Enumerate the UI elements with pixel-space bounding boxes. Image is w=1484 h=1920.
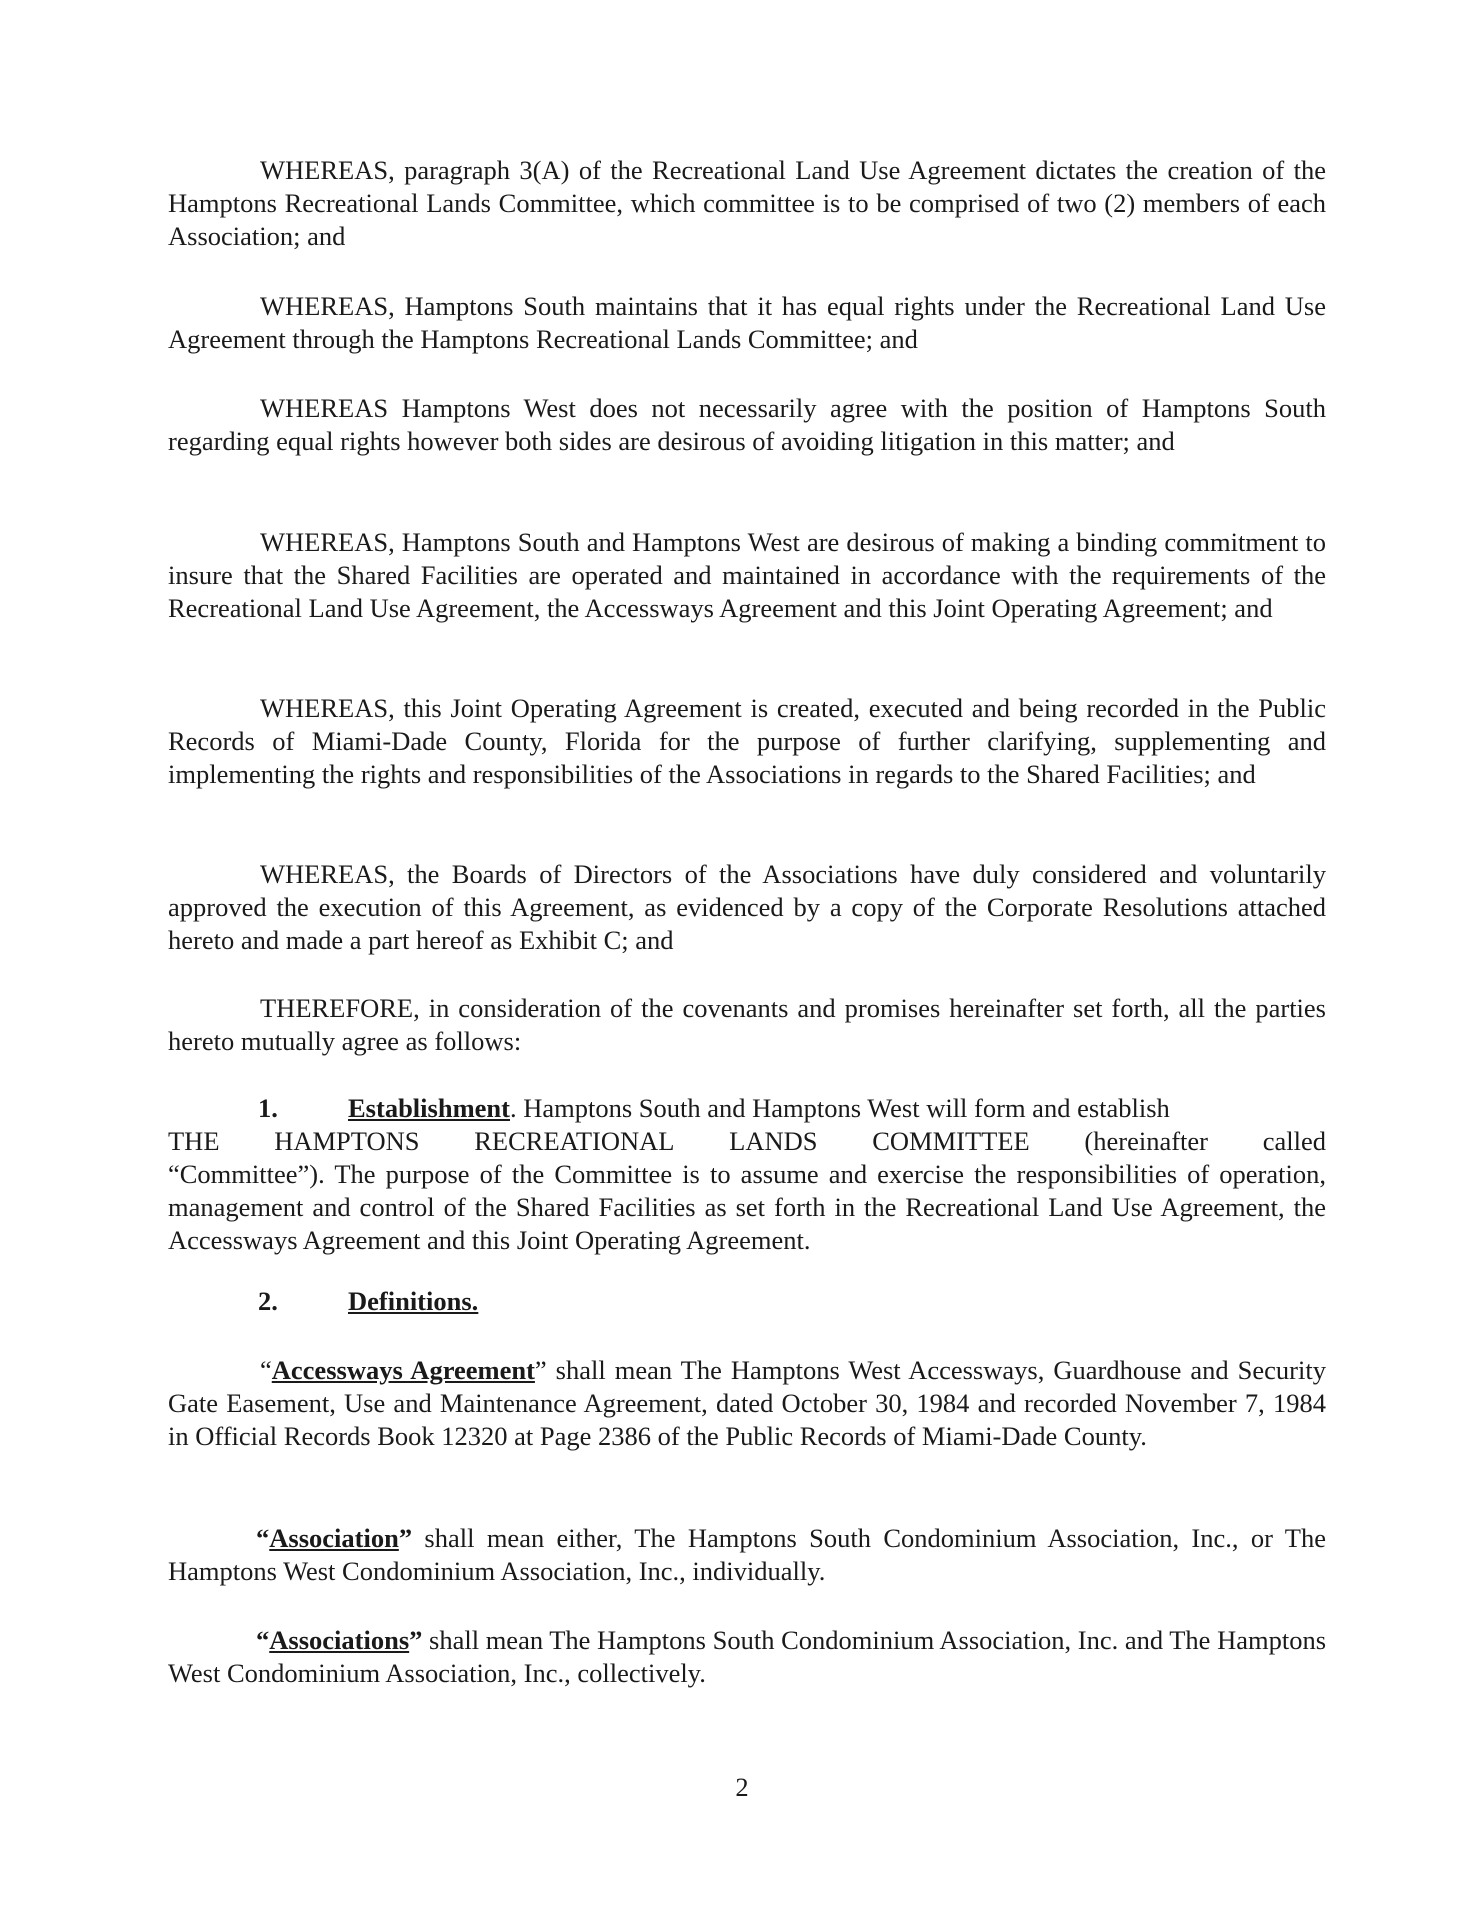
section-1-lead-text: . Hamptons South and Hamptons West will form and establish — [509, 1093, 1170, 1123]
open-quote: “ — [256, 1523, 270, 1553]
definition-text: shall mean The Hamptons West Accessways, Guardhouse and Security Gate Easement, Use and Maintenance Agreement, dated October 30, 1984 and recorded November 7, 1984 in Official Records Book 12320 at Page 2386 of the Public Records of Miami-Dade County. — [168, 1355, 1326, 1451]
open-quote: “ — [256, 1625, 270, 1655]
caps-word: THE — [168, 1126, 220, 1156]
caps-word: RECREATIONAL — [474, 1126, 675, 1156]
caps-word: COMMITTEE — [872, 1126, 1030, 1156]
therefore-paragraph: THEREFORE, in consideration of the covenants and promises hereinafter set forth, all the parties hereto mutually agree as follows: — [168, 993, 1326, 1056]
definition-accessways-agreement — [168, 1354, 1326, 1453]
recital-paragraph-5: WHEREAS, this Joint Operating Agreement is created, executed and being recorded in the Public Records of Miami-Dade County, Florida for the purpose of further clarifying, supplementing and implementing the rights and responsibilities of the Associations in regards to the Shared Facilities; and — [168, 693, 1326, 789]
caps-word: LANDS — [729, 1126, 818, 1156]
open-quote: “ — [260, 1355, 272, 1385]
recital-paragraph-4: WHEREAS, Hamptons South and Hamptons West are desirous of making a binding commitment to insure that the Shared Facilities are operated and maintained in accordance with the requirements of the Recreational Land Use Agreement, the Accessways Agreement and this Joint Operating Agreement; and — [168, 527, 1326, 623]
caps-word: called — [1262, 1126, 1326, 1156]
recital-paragraph-3: WHEREAS Hamptons West does not necessarily agree with the position of Hamptons South regarding equal rights however both sides are desirous of avoiding litigation in this matter; and — [168, 393, 1326, 456]
definition-text: shall mean The Hamptons South Condominium Association, Inc. and The Hamptons West Condominium Association, Inc., collectively. — [168, 1625, 1327, 1688]
close-quote: ” — [398, 1523, 413, 1553]
defined-term: Accessways Agreement — [271, 1355, 535, 1385]
recital-paragraph-2: WHEREAS, Hamptons South maintains that it has equal rights under the Recreational Land Use Agreement through the Hamptons Recreational Lands Committee; and — [168, 291, 1326, 354]
section-1-body-text: “Committee”). The purpose of the Committee is to assume and exercise the responsibilities of operation, management and control of the Shared Facilities as set forth in the Recreational Land Use Agreement, the Accessways Agreement and this Joint Operating Agreement. — [168, 1159, 1326, 1255]
page-number: 2 — [735, 1772, 749, 1802]
defined-term: Associations — [269, 1625, 410, 1655]
section-1-number: 1. — [258, 1093, 278, 1123]
section-1-title: Establishment — [348, 1093, 510, 1123]
section-1-establishment — [168, 1092, 1326, 1257]
section-2-number: 2. — [258, 1286, 278, 1316]
close-quote: ” — [409, 1625, 423, 1655]
close-quote: ” — [534, 1355, 547, 1385]
definition-associations — [168, 1624, 1326, 1690]
definition-association — [168, 1522, 1326, 1588]
section-1-first-line — [168, 1092, 1326, 1125]
caps-word: (hereinafter — [1084, 1126, 1208, 1156]
definition-text: shall mean either, The Hamptons South Condominium Association, Inc., or The Hamptons West Condominium Association, Inc., individually. — [168, 1523, 1326, 1586]
section-2-title: Definitions. — [348, 1286, 479, 1316]
recital-paragraph-6: WHEREAS, the Boards of Directors of the Associations have duly considered and voluntarily approved the execution of this Agreement, as evidenced by a copy of the Corporate Resolutions attached hereto and made a part hereof as Exhibit C; and — [168, 859, 1326, 955]
defined-term: Association — [269, 1523, 399, 1553]
recital-paragraph-1: WHEREAS, paragraph 3(A) of the Recreational Land Use Agreement dictates the creation of the Hamptons Recreational Lands Committee, which committee is to be comprised of two (2) members of each Association; and — [168, 155, 1326, 251]
section-2-heading — [258, 1286, 478, 1317]
caps-word: HAMPTONS — [274, 1126, 420, 1156]
section-1-caps-line — [168, 1125, 1326, 1158]
